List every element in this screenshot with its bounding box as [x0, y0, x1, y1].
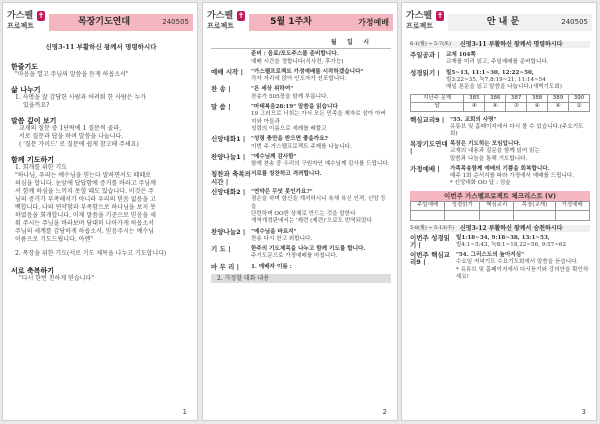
order-item	[211, 229, 391, 244]
section-heading: 말씀 깊이 보기	[11, 117, 57, 125]
item-label: 신앙대화2 |	[211, 188, 246, 197]
item-text	[251, 246, 391, 261]
quiz-answer-table	[410, 94, 590, 111]
order-item	[211, 189, 391, 225]
item-line: 수요일 저녁기도 수요기도회에서 말씀을 듣습니다.	[456, 259, 579, 266]
table-header-cell: 지난주 문제	[411, 95, 464, 103]
cross-icon: ✝	[237, 11, 245, 20]
item-line: 겸손을 하며 함신을 계셔하시니 육체 육신 인격, 신앙 등을	[251, 196, 386, 210]
table-cell: ④	[464, 103, 485, 111]
checklist-header-cell: 주일예배	[411, 202, 445, 210]
item-line: 19 그러므로 너희는 가서 모든 민족을 제자로 삼아 아버지와 아들과	[251, 111, 386, 125]
item-line: 1. 예배자 이름 :	[251, 263, 292, 270]
item-line: 예배 시간을 정합니다(식사전, 후가능)	[251, 58, 344, 65]
item-line: 단련하며 OO한 상체로 만드는 것을 말한다	[251, 210, 356, 217]
item-text	[251, 189, 391, 225]
item-label: 주일공과 |	[410, 51, 440, 60]
gospel-project-logo: 가스펠 프로젝트 ✝	[7, 11, 45, 30]
week-banner: 6-1(월) ~ 5-7(토) 신명3-11 부활하신 왕께서 명령하시다	[410, 41, 590, 48]
item-line: 찬송 다시 찬고 외합니다.	[251, 235, 313, 242]
page-number: 3	[581, 408, 586, 416]
section-heading: 삶 나누기	[11, 86, 41, 94]
item-label: 말 씀 |	[211, 103, 231, 112]
item-label: 예배 시작 |	[211, 67, 244, 76]
item-label: 가정예배 |	[410, 164, 440, 173]
table-header-cell: 386	[485, 95, 506, 103]
title-band	[448, 14, 592, 31]
gospel-project-logo: 가스펠 프로젝트 ✝	[207, 11, 245, 30]
cross-icon: ✝	[436, 11, 444, 20]
item-line: 빌3:22~35, 눅7,8:19~21, 11:14~54	[446, 76, 546, 83]
page-body	[11, 43, 191, 283]
order-item	[211, 246, 391, 261]
item-label: 신앙대화1 |	[211, 135, 246, 144]
checklist-box[interactable]	[514, 210, 555, 220]
item-line: "마태복음28:19" 말씀을 읽습니다	[251, 104, 338, 111]
item-line: "55. 교회의 사명"	[450, 116, 497, 123]
order-item	[211, 69, 391, 84]
order-item	[211, 104, 391, 133]
order-item	[211, 154, 391, 169]
item-line: "54. 그리스도의 높아지심"	[456, 252, 525, 259]
item-text	[251, 136, 391, 151]
table-header-cell: 390	[568, 95, 589, 103]
date-label: 240505	[561, 18, 588, 26]
item-text	[251, 154, 391, 169]
item-text	[251, 171, 391, 186]
title-band	[49, 14, 193, 31]
item-text	[446, 70, 590, 92]
order-item	[211, 136, 391, 151]
discussion-line: 2. 가정할 대화 내용	[211, 274, 391, 283]
title-band	[249, 14, 393, 31]
page-header	[207, 11, 393, 35]
item-line: 주기도문으로 가정예배를 마칩니다.	[251, 253, 338, 260]
item-line: 준비 : 음료/포도주스를 준비합니다.	[251, 51, 339, 58]
item-line: 개역개정판에서는 '제련 (제련)'으로도 번역되었다	[251, 218, 372, 225]
item-text	[251, 229, 391, 244]
item-label: 성경읽기 |	[410, 68, 440, 77]
item-line: 찬송가 505장을 함께 부릅니다.	[251, 93, 329, 100]
page-title: 안 내 문	[486, 17, 520, 27]
item-text	[446, 52, 590, 66]
page-title: 목장기도연대	[77, 17, 131, 27]
page-number: 2	[382, 408, 387, 416]
section-heading: 한줄기도	[11, 63, 39, 71]
item-text	[251, 104, 391, 133]
order-item	[410, 252, 590, 281]
order-item	[410, 70, 590, 92]
order-item	[410, 117, 590, 139]
section-text: 1. 사명을 잘 감당한 사람과 어려워 한 사람은 누가 있을까요?	[15, 94, 147, 109]
order-item	[211, 171, 391, 186]
table-cell: ④	[548, 103, 569, 111]
item-line: "가스펠프로젝트 가정예배를 시작하겠습니다"	[251, 68, 364, 75]
item-line: 말씀과 나눔을 통해 기도합니다.	[450, 155, 528, 162]
checklist-box[interactable]	[555, 210, 590, 220]
table-cell: ④	[527, 103, 548, 111]
item-line: 빌5~13, 11:1~30, 12:22~50,	[446, 69, 534, 76]
table-header-cell: 385	[464, 95, 485, 103]
checklist-box[interactable]	[445, 210, 479, 220]
worship-order	[211, 39, 391, 283]
item-line: "성령 충만을 받으면 좋을까요?	[251, 136, 328, 143]
item-line: 빌4:1~5:43, 눅8:1~18,22~56, 9:57~62	[456, 242, 567, 249]
section-text: "다시 한번 천하게 믿습니다"	[19, 275, 94, 282]
order-item	[211, 86, 391, 101]
item-label: 목장기도연대 |	[410, 140, 448, 156]
item-line: 교재의 내용과 질문을 함께 읽어 읽는	[450, 148, 540, 155]
item-label: 찬 송 |	[211, 85, 231, 94]
item-label	[211, 51, 251, 66]
table-header-cell: 389	[548, 95, 569, 103]
order-item	[410, 235, 590, 249]
item-line: * 신앙대화 OO 답 : 섬숲	[450, 180, 511, 187]
section-heading: 서로 축복하기	[11, 267, 55, 275]
item-text	[251, 86, 391, 101]
item-line: 빌1:18~34, 9:18~38, 13:1~53,	[456, 234, 550, 241]
item-label: 찬양나눔2 |	[211, 227, 246, 236]
checklist-header-cell: 성경읽기	[445, 202, 479, 210]
item-text	[456, 252, 590, 281]
item-label: 기 도 |	[211, 245, 231, 254]
notice-body	[410, 41, 590, 284]
bulletin-page-3	[401, 2, 597, 421]
theme-verse: 신명3-11 부활하신 왕께서 명령하시다	[45, 43, 157, 51]
item-line: * 유튜브 및 홈페이지에서 다시듣기와 강의안을 확인하세요!	[456, 266, 589, 280]
prayer-text: 1. 회개를 위한 기도 "하나님, 우리는 예수님을 믿는다 말하면서도 때때로 의심을 합니다. 눈앞에 답답함에 증거를 바라고 주님께 서 함께 하심을 느끼지 못할 때도 있습니다. 이것은 주 님의 증거가 부족해서가 아니라 우리의 믿음 없음을 고 백합니다. 나의 연약함과 부족함으로 하나님을 보지 못 하였음을 회개합니다. 이제 말씀을 기준으로 믿음을 세 워 주시는 주님을 바라보며 담대히 나아가게 하옵소서 주님의 세계를 감당하게 하옵소서. 믿음주시는 예수님 이름으로 기도드립니다. 아멘" 2. 목장을 위한 기도(서로 기도 제목을 나누고 기도합니다)	[15, 164, 167, 257]
order-item	[211, 51, 391, 66]
checklist-header-cell: 핵심교리	[479, 202, 513, 210]
checklist-title: 이번주 가스펠프로젝트 체크리스트 (V)	[410, 191, 590, 201]
checklist-box[interactable]	[479, 210, 513, 220]
item-line: "연약은 무엇 못인가요?"	[251, 189, 313, 196]
item-line: 매주 1회 순서지를 따라 가정에서 예배를 드립니다.	[450, 173, 575, 180]
item-line: 매일 본문을 읽고 말씀을 나눕니다.(새벽기도회)	[446, 84, 562, 91]
item-line: 함께 찬송 중 우리의 구원자인 예수님께 감사를 드립니다.	[251, 161, 390, 168]
item-line: 유튜브 및 홈페이지에서 다시 볼 수 있습니다.(주요기도회)	[450, 123, 584, 138]
item-text	[450, 166, 590, 188]
order-item	[211, 264, 391, 271]
page-number: 1	[182, 408, 187, 416]
table-cell: 답	[411, 103, 464, 111]
bulletin-page-1	[2, 2, 198, 421]
item-label: 찬양나눔1 |	[211, 152, 246, 161]
page-subtitle: 가정예배	[358, 18, 389, 27]
item-label: 마 무 리 |	[211, 262, 239, 271]
order-item	[410, 141, 590, 163]
checklist-box[interactable]	[411, 210, 445, 220]
item-line: 교재 104쪽	[446, 52, 476, 59]
item-text	[450, 117, 590, 139]
checklist-table	[410, 201, 590, 220]
section-text: "마음을 열고 주님의 말씀을 듣게 하옵소서"	[15, 71, 129, 78]
checklist-header-cell: 목장(교재)	[514, 202, 555, 210]
section-text: 교재의 질문 중 1단락에 1 질문씩 골라, 서로 질문과 답을 하며 말씀을 나눕니다. ( '질문 가이드' 로 질문에 쉽게 참고해 주세요)	[19, 125, 139, 148]
gospel-project-logo: 가스펠 프로젝트 ✝	[406, 11, 444, 30]
item-label: 핵심교리9 |	[410, 115, 445, 124]
item-text	[456, 235, 590, 249]
order-item	[410, 166, 590, 188]
order-item	[410, 52, 590, 66]
bulletin-page-2	[202, 2, 398, 421]
item-line: "예수님을 바르지"	[251, 228, 297, 235]
item-line: 교재를 미리 읽고, 주일예배를 준비합니다.	[446, 59, 549, 66]
item-line: 목장은 기도하는 모임입니다.	[450, 141, 521, 148]
page-header	[7, 11, 193, 35]
item-line: "온 세상 위하여"	[251, 86, 294, 93]
item-line: 성령의 이름으로 세례를 베풀고	[251, 125, 327, 132]
item-text	[251, 264, 391, 271]
item-line: 한주의 기도제목을 나누고 함께 기도를 합니다.	[251, 246, 366, 253]
table-header-cell: 387	[506, 95, 527, 103]
item-line: 서로를 칭찬하고 격려합니다.	[251, 171, 322, 178]
item-label: 칭찬과 축복의 시간 |	[211, 170, 251, 186]
item-line: "예수님께 감사함"	[251, 153, 297, 160]
item-line: 가족목송함께 예배의 기쁨을 회복합니다.	[450, 165, 550, 172]
item-line: 이번 주 가스펠프로젝트 주제를 나눕니다.	[251, 143, 352, 150]
item-text	[251, 69, 391, 84]
item-label: 이번주 성경읽기 |	[410, 233, 450, 250]
section-heading: 함께 기도하기	[11, 156, 55, 164]
table-cell: ④	[485, 103, 506, 111]
item-line: 각자 자리에 앉아 인도자가 선포합니다.	[251, 76, 347, 83]
item-text	[450, 141, 590, 163]
week-banner: 5-8(월) ~ 5-13(주) 신명3-12 부활하신 왕께서 승천하시다	[410, 225, 590, 232]
date-label: 240505	[162, 18, 189, 26]
page-header	[406, 11, 592, 35]
date-fill-line: 월 일 시	[330, 39, 369, 46]
checklist-header-cell: 가정예배	[555, 202, 590, 210]
table-cell: ①	[568, 103, 589, 111]
table-cell: ③	[506, 103, 527, 111]
table-header-cell: 388	[527, 95, 548, 103]
page-title: 5월 1주차	[270, 17, 312, 27]
item-text	[251, 51, 391, 66]
item-label: 이번주 핵심교리9 |	[410, 251, 450, 267]
cross-icon: ✝	[37, 11, 45, 20]
